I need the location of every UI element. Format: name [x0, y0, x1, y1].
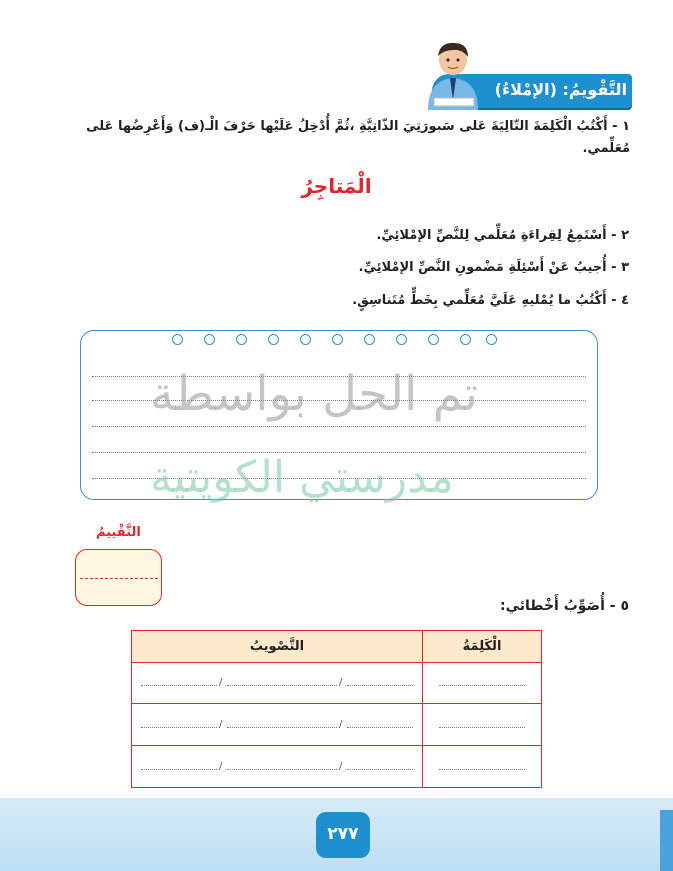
writing-circle — [204, 334, 215, 345]
header-word: الْكَلِمَةُ — [423, 631, 542, 663]
writing-circle — [460, 334, 471, 345]
evaluation-label: التَّقْييمُ — [96, 525, 141, 540]
watermark-line-1: تم الحل بواسطة — [150, 366, 478, 422]
word-cell[interactable] — [423, 704, 542, 746]
step-2: ٢ - أَسْتَمِعُ لِقِراءَةِ مُعَلِّمي لِلنَّصِّ الإمْلائِيِّ. — [376, 228, 629, 243]
page-number: ٢٧٧ — [327, 824, 359, 844]
writing-circle — [300, 334, 311, 345]
step-4: ٤ - أَكْتُبُ ما يُمْليهِ عَلَيَّ مُعَلِّمي بِخَطٍّ مُتَناسِقٍ. — [352, 293, 629, 308]
step-3: ٣ - أُجيبُ عَنْ أَسْئِلَةِ مَضْمونِ النَّصِّ الإمْلائِيِّ. — [358, 260, 629, 275]
header-correction: التَّصْويبُ — [132, 631, 423, 663]
footer-edge — [660, 810, 673, 871]
writing-circle — [396, 334, 407, 345]
student-illustration-icon — [420, 40, 486, 110]
writing-circle — [364, 334, 375, 345]
writing-line[interactable] — [92, 426, 586, 427]
watermark-line-2: مدرستي الكويتية — [150, 452, 454, 503]
writing-circle — [172, 334, 183, 345]
writing-circle — [332, 334, 343, 345]
correction-table — [131, 630, 542, 788]
correction-cell[interactable]: / / — [132, 746, 423, 788]
writing-circle — [428, 334, 439, 345]
word-cell[interactable] — [423, 662, 542, 704]
evaluation-divider — [80, 578, 158, 579]
dictation-word: الْمَتاجِرُ — [301, 174, 372, 198]
table-row — [132, 704, 542, 746]
word-cell[interactable] — [423, 746, 542, 788]
writing-circle — [236, 334, 247, 345]
correction-cell[interactable]: / / — [132, 704, 423, 746]
table-row — [132, 746, 542, 788]
writing-circle — [486, 334, 497, 345]
instruction-1: ١ - أَكْتُبُ الْكَلِمَةَ التّالِيَةَ عَلى سَبورَتِيَ الذّاتِيَّةِ ،ثُمَّ أُدْخِلُ عَلَيْها حَرْفَ الْـ(ف) وَأَعْرِضُها عَلى مُعَلِّمي. — [86, 119, 630, 156]
step-5: ٥ - أُصَوِّبُ أَخْطائي: — [500, 598, 629, 614]
writing-circle — [268, 334, 279, 345]
table-row — [132, 662, 542, 704]
table-header-row — [132, 631, 542, 663]
correction-cell[interactable]: / / — [132, 662, 423, 704]
section-title: التَّقْويمُ: (الإمْلاءُ) — [494, 80, 627, 99]
